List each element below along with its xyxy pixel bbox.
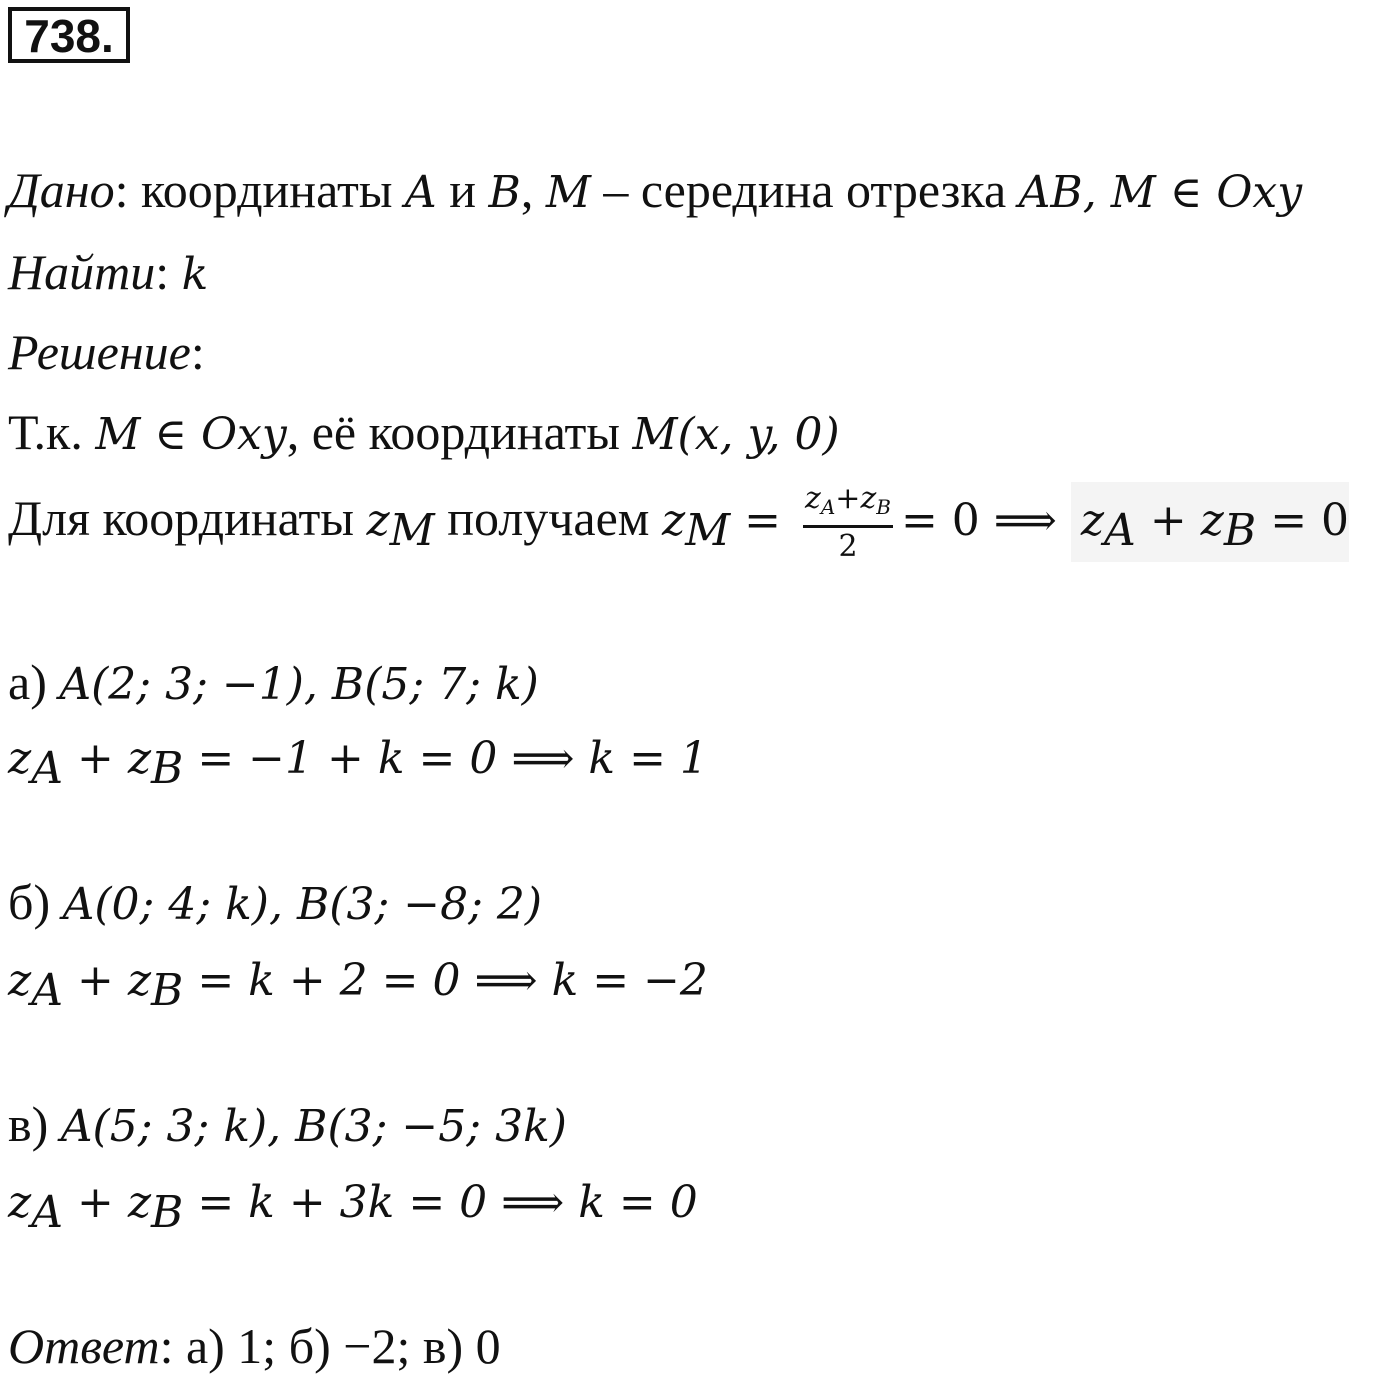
part-b-za-sub: A — [31, 965, 63, 1016]
given-text-1: : координаты — [114, 162, 405, 218]
part-b-equation: = k + 2 = 0 ⟹ k = −2 — [183, 955, 708, 1006]
frac-num-a: z — [805, 481, 821, 517]
step2-z-sub: M — [389, 505, 435, 556]
given-text-2: и — [436, 162, 489, 218]
problem-number: 738. — [8, 7, 130, 63]
part-a-zb-sub: B — [151, 743, 184, 794]
part-a-equation-line — [8, 726, 708, 799]
part-b-zb: z — [127, 955, 151, 1006]
step2-text-2: получаем — [434, 490, 662, 546]
solution-colon: : — [190, 324, 205, 380]
solution-label: Решение — [8, 324, 191, 380]
part-c-za: z — [8, 1177, 32, 1228]
step1-coords: M(x, y, 0) — [632, 409, 840, 460]
part-c-points-line — [8, 1094, 567, 1157]
part-b-points: A(0; 4; k), B(3; −8; 2) — [62, 879, 543, 930]
part-b-equation-line — [8, 948, 708, 1021]
part-b-prefix: б) — [8, 874, 63, 930]
step2-res-b-sub: B — [1223, 505, 1257, 556]
step2-lhs-var: z — [661, 495, 686, 546]
step2-result — [1071, 482, 1349, 562]
part-a-za: z — [8, 733, 32, 784]
given-point-a: A — [404, 167, 437, 218]
part-a-za-sub: A — [31, 743, 63, 794]
part-b-plus: + — [62, 955, 128, 1006]
part-b-zb-sub: B — [151, 965, 184, 1016]
step2-line — [8, 478, 1349, 571]
solution-line — [8, 322, 205, 382]
given-point-m: M — [545, 167, 591, 218]
part-a-points: A(2; 3; −1), B(5; 7; k) — [59, 659, 539, 710]
step1-text-1: Т.к. — [8, 404, 96, 460]
frac-num-a-sub: A — [820, 495, 836, 520]
part-a-plus: + — [62, 733, 128, 784]
frac-num-plus: + — [835, 481, 861, 517]
given-point-b: B — [488, 167, 521, 218]
fraction-numerator — [803, 481, 893, 528]
frac-num-b-sub: B — [876, 495, 891, 520]
step1-line — [8, 402, 840, 465]
part-c-equation-line — [8, 1170, 698, 1243]
answer-line — [8, 1316, 501, 1376]
step2-res-a: z — [1080, 495, 1105, 546]
step2-res-b: z — [1200, 495, 1224, 546]
find-colon: : — [155, 244, 182, 300]
step2-res-plus: + — [1135, 495, 1201, 546]
part-c-zb-sub: B — [151, 1187, 184, 1238]
step2-z-var: z — [366, 495, 390, 546]
given-condition: AB, M ∈ Oxy — [1018, 167, 1303, 218]
step2-lhs-sub: M — [685, 505, 731, 556]
step2-eq: = — [730, 495, 796, 546]
part-a-prefix: а) — [8, 654, 60, 710]
part-a-equation: = −1 + k = 0 ⟹ k = 1 — [183, 733, 708, 784]
part-b-za: z — [8, 955, 32, 1006]
fraction-denominator: 2 — [838, 529, 858, 565]
part-b-points-line — [8, 872, 542, 935]
step2-fraction — [803, 481, 893, 566]
step2-tail: = 0 ⟹ — [900, 495, 1071, 546]
frac-num-b: z — [860, 481, 877, 517]
given-line — [8, 160, 1302, 223]
find-value: k — [181, 249, 209, 300]
answer-text: : а) 1; б) −2; в) 0 — [159, 1318, 501, 1374]
step1-text-2: , её координаты — [286, 404, 633, 460]
given-label: Дано — [8, 162, 115, 218]
step1-condition: M ∈ Oxy — [95, 409, 287, 460]
find-line — [8, 242, 208, 305]
step2-res-a-sub: A — [1104, 505, 1136, 556]
find-label: Найти — [8, 244, 156, 300]
part-c-prefix: в) — [8, 1096, 61, 1152]
part-a-points-line — [8, 652, 539, 715]
part-c-plus: + — [62, 1177, 128, 1228]
part-c-points: A(5; 3; k), B(3; −5; 3k) — [60, 1101, 567, 1152]
part-c-za-sub: A — [31, 1187, 63, 1238]
answer-label: Ответ — [8, 1318, 160, 1374]
given-text-3: , — [520, 162, 546, 218]
part-c-equation: = k + 3k = 0 ⟹ k = 0 — [183, 1177, 698, 1228]
step2-res-tail: = 0 — [1256, 495, 1350, 546]
step2-text-1: Для координаты — [8, 490, 367, 546]
part-c-zb: z — [127, 1177, 151, 1228]
given-text-4: – середина отрезка — [590, 162, 1019, 218]
part-a-zb: z — [127, 733, 151, 784]
